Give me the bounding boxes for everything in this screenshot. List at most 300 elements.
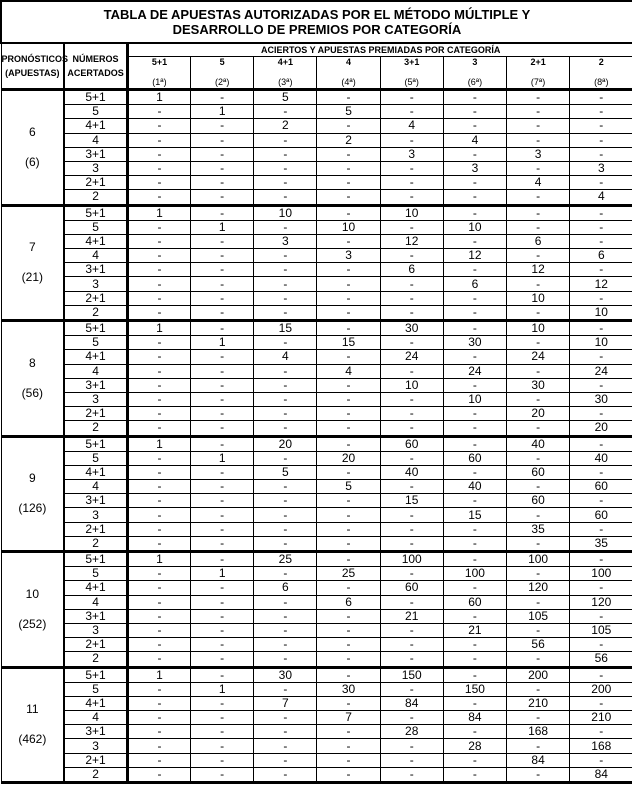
prize-count-cell: 24 [380, 350, 443, 364]
table-row [1, 753, 632, 767]
prize-count-cell: 4 [317, 364, 380, 378]
prize-count-cell: - [191, 392, 254, 406]
table-row [1, 667, 632, 682]
prize-count-cell: - [254, 725, 317, 739]
prize-count-cell: - [380, 567, 443, 581]
prize-count-cell: 20 [254, 436, 317, 451]
prize-count-cell: - [380, 90, 443, 105]
prize-count-cell: - [317, 436, 380, 451]
prize-count-cell: 60 [443, 451, 506, 465]
prize-count-cell: 200 [570, 682, 632, 696]
table-row [1, 90, 632, 105]
prize-count-cell: - [127, 291, 190, 305]
prize-count-cell: 30 [443, 336, 506, 350]
prize-count-cell: - [570, 105, 632, 119]
prize-count-cell: - [570, 667, 632, 682]
table-row [1, 567, 632, 581]
prize-count-cell: 10 [507, 291, 570, 305]
prize-count-cell: - [570, 581, 632, 595]
numeros-acertados-cell: 2+1 [64, 638, 127, 652]
prize-count-cell: - [191, 508, 254, 522]
prize-count-cell: - [127, 595, 190, 609]
category-label: 3 [472, 56, 478, 67]
table-row [1, 119, 632, 133]
prize-count-cell: - [507, 711, 570, 725]
prize-count-cell: - [443, 609, 506, 623]
prize-count-cell: 30 [254, 667, 317, 682]
prize-count-cell: - [127, 378, 190, 392]
prize-count-cell: 28 [380, 725, 443, 739]
prize-count-cell: - [380, 249, 443, 263]
category-label: 2+1 [530, 56, 546, 67]
table-title [1, 1, 632, 43]
prize-count-cell: 5 [254, 465, 317, 479]
prize-count-cell: - [443, 105, 506, 119]
prize-count-cell: - [127, 234, 190, 248]
prize-count-cell: - [191, 609, 254, 623]
prize-count-cell: - [443, 522, 506, 536]
prize-count-cell: - [254, 480, 317, 494]
prize-count-cell: - [191, 321, 254, 336]
numeros-acertados-cell: 4 [64, 595, 127, 609]
table-row [1, 321, 632, 336]
prize-count-cell: - [570, 753, 632, 767]
prize-count-cell: - [254, 133, 317, 147]
prize-count-cell: - [317, 465, 380, 479]
numeros-acertados-cell: 5 [64, 567, 127, 581]
prize-count-cell: - [507, 305, 570, 320]
prize-count-cell: - [191, 350, 254, 364]
prize-count-cell: - [317, 234, 380, 248]
prize-count-cell: 6 [570, 249, 632, 263]
header-numeros-acertados [64, 43, 127, 90]
prize-count-cell: - [507, 682, 570, 696]
prize-count-cell: 10 [570, 336, 632, 350]
prize-count-cell: 60 [507, 465, 570, 479]
prize-count-cell: - [127, 190, 190, 205]
prize-count-cell: - [443, 494, 506, 508]
prize-count-cell: - [191, 667, 254, 682]
table-row [1, 336, 632, 350]
prize-count-cell: - [191, 536, 254, 551]
prize-count-cell: 5 [317, 480, 380, 494]
table-row [1, 190, 632, 205]
prize-count-cell: - [317, 536, 380, 551]
prize-count-cell: - [380, 161, 443, 175]
prize-count-cell: 40 [380, 465, 443, 479]
prize-count-cell: 3 [507, 147, 570, 161]
prize-count-cell: 3 [443, 161, 506, 175]
prize-count-cell: - [191, 623, 254, 637]
prize-count-cell: 20 [507, 407, 570, 421]
prize-count-cell: - [127, 105, 190, 119]
numeros-acertados-cell: 5 [64, 220, 127, 234]
prize-count-cell: - [127, 421, 190, 436]
prize-count-cell: - [380, 522, 443, 536]
prize-count-cell: 1 [191, 220, 254, 234]
prize-count-cell: - [507, 277, 570, 291]
prize-count-cell: - [127, 522, 190, 536]
category-header [254, 57, 317, 90]
prize-count-cell: - [191, 494, 254, 508]
prize-count-cell: - [507, 336, 570, 350]
prize-count-cell: - [254, 421, 317, 436]
prize-count-cell: - [443, 696, 506, 710]
pronosticos-cell [1, 321, 64, 437]
pronosticos-value: 7 [29, 240, 36, 255]
table-row [1, 436, 632, 451]
prize-count-cell: - [254, 176, 317, 190]
category-ordinal: (5ª) [404, 76, 419, 87]
prize-count-cell: - [317, 725, 380, 739]
prize-count-cell: - [127, 711, 190, 725]
prize-count-cell: - [380, 451, 443, 465]
prize-count-cell: 1 [127, 205, 190, 220]
prize-count-cell: - [127, 119, 190, 133]
prize-count-cell: - [317, 277, 380, 291]
prize-count-cell: 12 [570, 277, 632, 291]
prize-count-cell: - [570, 494, 632, 508]
prize-count-cell: - [254, 190, 317, 205]
prize-count-cell: 3 [317, 249, 380, 263]
prize-count-cell: - [380, 190, 443, 205]
table-row [1, 277, 632, 291]
prize-count-cell: - [191, 595, 254, 609]
category-header [380, 57, 443, 90]
title-line-1: TABLA DE APUESTAS AUTORIZADAS POR EL MÉTODO MÚLTIPLE Y [103, 7, 531, 22]
prize-count-cell: - [380, 305, 443, 320]
prize-count-cell: - [317, 638, 380, 652]
prize-count-cell: - [127, 609, 190, 623]
prize-count-cell: 60 [570, 508, 632, 522]
prize-count-cell: - [317, 407, 380, 421]
prize-count-cell: - [317, 552, 380, 567]
prize-count-cell: - [317, 522, 380, 536]
prize-count-cell: - [191, 234, 254, 248]
prize-count-cell: 150 [443, 682, 506, 696]
prize-count-cell: - [570, 119, 632, 133]
prize-count-cell: - [191, 176, 254, 190]
prize-count-cell: - [254, 595, 317, 609]
table-row [1, 305, 632, 320]
prize-count-cell: - [317, 305, 380, 320]
prize-count-cell: - [317, 119, 380, 133]
prize-count-cell: - [127, 161, 190, 175]
prize-count-cell: 6 [254, 581, 317, 595]
table-row [1, 364, 632, 378]
table-row [1, 378, 632, 392]
prize-count-cell: - [127, 494, 190, 508]
prize-count-cell: 7 [317, 711, 380, 725]
prize-count-cell: - [570, 609, 632, 623]
prize-count-cell: - [317, 378, 380, 392]
apuestas-value: (252) [18, 616, 47, 631]
apuestas-value: (462) [18, 732, 47, 747]
prize-count-cell: 21 [380, 609, 443, 623]
prize-count-cell: - [254, 567, 317, 581]
prize-count-cell: - [317, 767, 380, 782]
prize-count-cell: - [191, 753, 254, 767]
prize-count-cell: - [507, 567, 570, 581]
prize-count-cell: - [317, 753, 380, 767]
numeros-acertados-cell: 2+1 [64, 753, 127, 767]
table-row [1, 623, 632, 637]
header-pronosticos-label: PRONÓSTICOS [1, 54, 69, 64]
numeros-acertados-cell: 2 [64, 421, 127, 436]
prize-count-cell: 25 [254, 552, 317, 567]
header-aciertos: ACIERTOS Y APUESTAS PREMIADAS POR CATEGORÍA [127, 43, 632, 57]
category-label: 5+1 [151, 56, 168, 67]
prize-count-cell: 30 [380, 321, 443, 336]
prize-count-cell: 168 [507, 725, 570, 739]
prize-count-cell: - [570, 552, 632, 567]
table-row [1, 220, 632, 234]
table-row [1, 638, 632, 652]
prize-count-cell: - [443, 421, 506, 436]
prize-count-cell: - [254, 263, 317, 277]
prize-count-cell: 60 [380, 436, 443, 451]
prize-count-cell: 84 [380, 696, 443, 710]
category-ordinal: (3ª) [278, 76, 293, 87]
prize-count-cell: 84 [507, 753, 570, 767]
prize-count-cell: - [191, 480, 254, 494]
prize-count-cell: - [127, 767, 190, 782]
prize-count-cell: - [191, 725, 254, 739]
numeros-acertados-cell: 3+1 [64, 263, 127, 277]
prize-count-cell: - [317, 147, 380, 161]
prize-count-cell: - [507, 623, 570, 637]
apuestas-value: (21) [21, 270, 44, 285]
prize-count-cell: - [317, 508, 380, 522]
prize-count-cell: - [443, 638, 506, 652]
prize-count-cell: - [317, 623, 380, 637]
numeros-acertados-cell: 5+1 [64, 667, 127, 682]
prize-count-cell: 40 [443, 480, 506, 494]
prize-count-cell: - [317, 667, 380, 682]
prize-count-cell: - [254, 494, 317, 508]
numeros-acertados-cell: 5 [64, 682, 127, 696]
table-row [1, 465, 632, 479]
prize-count-cell: - [507, 161, 570, 175]
apuestas-value: (126) [18, 501, 47, 516]
prize-count-cell: 60 [570, 480, 632, 494]
prize-count-cell: - [570, 133, 632, 147]
prize-count-cell: - [317, 494, 380, 508]
prize-count-cell: 210 [507, 696, 570, 710]
numeros-acertados-cell: 5 [64, 451, 127, 465]
prize-count-cell: - [507, 220, 570, 234]
prize-count-cell: - [570, 436, 632, 451]
table-row [1, 451, 632, 465]
numeros-acertados-cell: 3+1 [64, 378, 127, 392]
table-row [1, 767, 632, 782]
prize-count-cell: 25 [317, 567, 380, 581]
prize-count-cell: - [127, 652, 190, 667]
prize-count-cell: 84 [570, 767, 632, 782]
prize-count-cell: 105 [507, 609, 570, 623]
table-row [1, 105, 632, 119]
numeros-acertados-cell: 5 [64, 336, 127, 350]
category-ordinal: (7ª) [530, 76, 546, 87]
prize-count-cell: 15 [317, 336, 380, 350]
prize-count-cell: 60 [507, 494, 570, 508]
prize-count-cell: - [380, 105, 443, 119]
numeros-acertados-cell: 3+1 [64, 609, 127, 623]
prize-count-cell: - [380, 291, 443, 305]
prize-count-cell: 6 [317, 595, 380, 609]
prize-count-cell: 35 [507, 522, 570, 536]
pronosticos-value: 9 [29, 471, 36, 486]
prize-count-cell: 10 [380, 205, 443, 220]
prize-count-cell: - [317, 392, 380, 406]
prize-count-cell: - [317, 739, 380, 753]
numeros-acertados-cell: 4+1 [64, 350, 127, 364]
prize-count-cell: - [380, 753, 443, 767]
prize-count-cell: - [380, 480, 443, 494]
prize-count-cell: - [191, 305, 254, 320]
prize-count-cell: 10 [570, 305, 632, 320]
table-row [1, 552, 632, 567]
table-row [1, 595, 632, 609]
prize-count-cell: - [443, 725, 506, 739]
prize-count-cell: - [380, 508, 443, 522]
category-header [191, 57, 254, 90]
table-row [1, 205, 632, 220]
prize-count-cell: - [507, 595, 570, 609]
prize-count-cell: 10 [443, 392, 506, 406]
prize-count-cell: - [443, 436, 506, 451]
prize-count-cell: - [507, 90, 570, 105]
prize-count-cell: 10 [443, 220, 506, 234]
prize-count-cell: - [570, 696, 632, 710]
prize-count-cell: - [570, 291, 632, 305]
prize-count-cell: - [191, 767, 254, 782]
prize-count-cell: - [570, 350, 632, 364]
prize-count-cell: - [507, 451, 570, 465]
numeros-acertados-cell: 2 [64, 652, 127, 667]
prize-count-cell: - [443, 350, 506, 364]
prize-count-cell: 21 [443, 623, 506, 637]
prize-count-cell: - [254, 147, 317, 161]
table-row [1, 234, 632, 248]
prize-count-cell: - [127, 581, 190, 595]
numeros-acertados-cell: 2+1 [64, 522, 127, 536]
prize-count-cell: - [380, 767, 443, 782]
prize-count-cell: 1 [191, 336, 254, 350]
category-header [507, 57, 570, 90]
prize-count-cell: - [570, 638, 632, 652]
prize-count-cell: - [443, 190, 506, 205]
prize-count-cell: - [127, 567, 190, 581]
prize-count-cell: - [443, 652, 506, 667]
numeros-acertados-cell: 2 [64, 190, 127, 205]
category-header [127, 57, 190, 90]
category-ordinal: (6ª) [467, 76, 483, 87]
prize-count-cell: - [191, 436, 254, 451]
prize-count-cell: - [443, 147, 506, 161]
prize-count-cell: 12 [380, 234, 443, 248]
prize-count-cell: - [127, 336, 190, 350]
numeros-acertados-cell: 3 [64, 508, 127, 522]
prize-count-cell: 10 [254, 205, 317, 220]
prize-count-cell: - [254, 522, 317, 536]
prize-count-cell: 1 [127, 667, 190, 682]
category-label: 3+1 [404, 56, 420, 67]
prize-count-cell: 100 [570, 567, 632, 581]
header-numeros-label: NÚMEROS [72, 54, 119, 64]
prize-count-cell: - [254, 652, 317, 667]
prize-count-cell: - [254, 407, 317, 421]
prize-count-cell: - [443, 667, 506, 682]
prize-count-cell: - [570, 90, 632, 105]
prize-count-cell: - [127, 407, 190, 421]
prize-count-cell: - [380, 336, 443, 350]
prize-count-cell: 6 [380, 263, 443, 277]
apuestas-value: (56) [21, 385, 44, 400]
numeros-acertados-cell: 5+1 [64, 205, 127, 220]
prize-count-cell: - [570, 465, 632, 479]
prize-count-cell: - [127, 451, 190, 465]
prize-count-cell: 60 [380, 581, 443, 595]
prize-count-cell: 120 [507, 581, 570, 595]
prize-count-cell: - [254, 682, 317, 696]
prize-count-cell: - [507, 392, 570, 406]
prize-count-cell: - [380, 220, 443, 234]
prize-count-cell: - [191, 696, 254, 710]
prize-count-cell: - [127, 305, 190, 320]
prize-count-cell: 84 [443, 711, 506, 725]
pronosticos-value: 11 [26, 702, 39, 717]
prize-count-cell: - [254, 161, 317, 175]
table-row [1, 652, 632, 667]
category-ordinal: (2ª) [214, 76, 230, 87]
prize-count-cell: - [443, 90, 506, 105]
prize-count-cell: 100 [507, 552, 570, 567]
prize-count-cell: - [254, 249, 317, 263]
table-row [1, 147, 632, 161]
prize-count-cell: - [570, 725, 632, 739]
prize-count-cell: - [507, 249, 570, 263]
numeros-acertados-cell: 2 [64, 305, 127, 320]
prize-count-cell: - [191, 161, 254, 175]
prize-count-cell: - [254, 536, 317, 551]
table-row [1, 291, 632, 305]
prize-count-cell: 150 [380, 667, 443, 682]
prize-count-cell: - [443, 305, 506, 320]
prize-count-cell: - [191, 277, 254, 291]
prize-count-cell: - [254, 739, 317, 753]
prize-count-cell: - [507, 190, 570, 205]
prize-count-cell: - [127, 350, 190, 364]
prize-count-cell: 56 [570, 652, 632, 667]
prize-count-cell: 15 [380, 494, 443, 508]
prize-count-cell: 15 [443, 508, 506, 522]
numeros-acertados-cell: 3 [64, 277, 127, 291]
prize-count-cell: - [507, 105, 570, 119]
prize-count-cell: 2 [317, 133, 380, 147]
numeros-acertados-cell: 4 [64, 364, 127, 378]
table-row [1, 494, 632, 508]
prize-count-cell: - [317, 291, 380, 305]
prize-count-cell: - [443, 263, 506, 277]
prize-count-cell: - [317, 263, 380, 277]
prize-count-cell: 1 [127, 321, 190, 336]
prize-count-cell: 10 [380, 378, 443, 392]
table-row [1, 696, 632, 710]
prize-count-cell: - [127, 536, 190, 551]
prize-count-cell: 2 [254, 119, 317, 133]
prize-count-cell: - [570, 378, 632, 392]
